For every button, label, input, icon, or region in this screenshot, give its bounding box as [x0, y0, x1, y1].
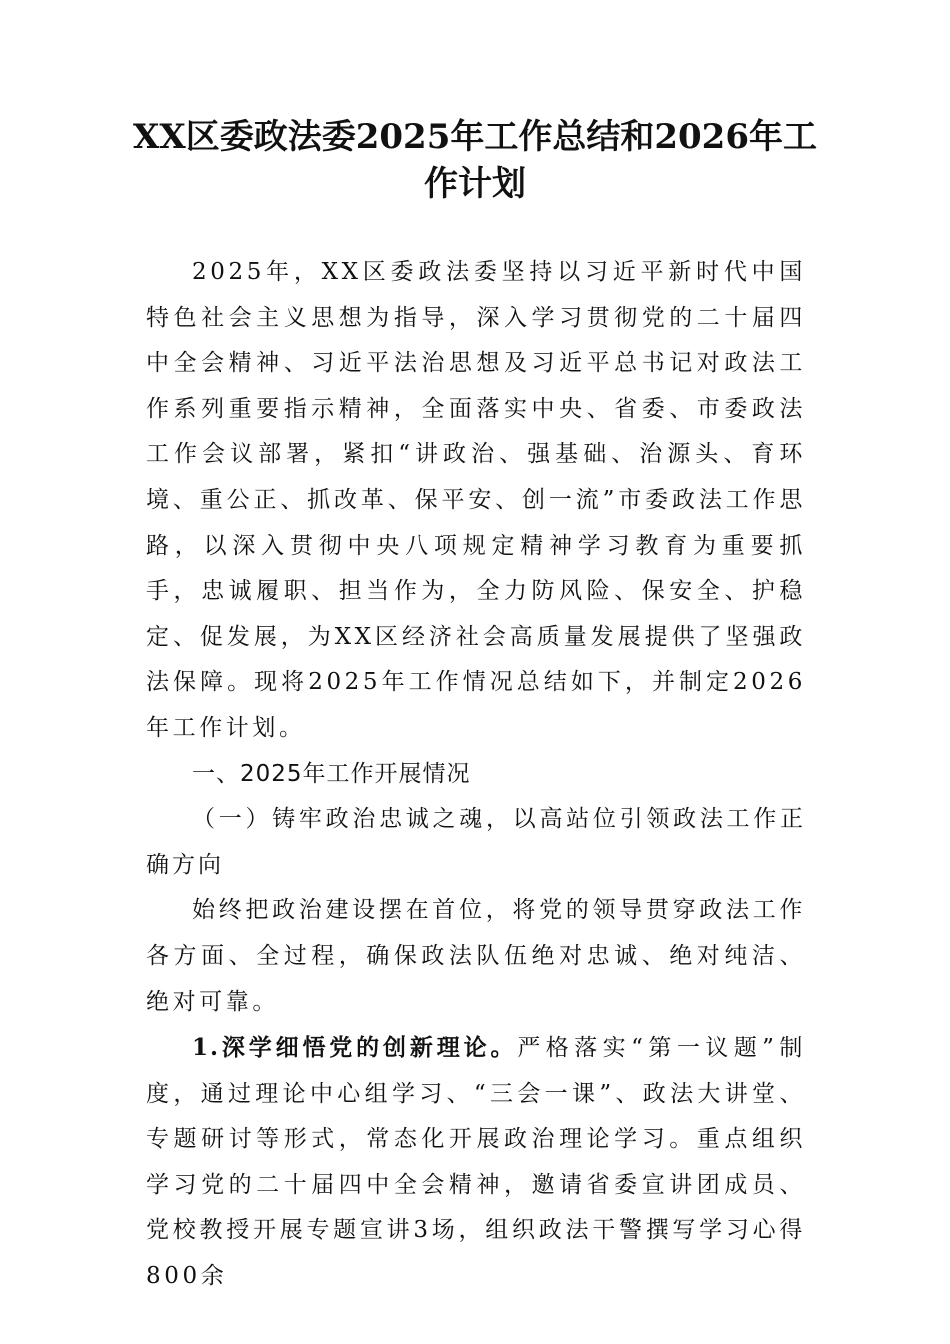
document-title: XX区委政法委2025年工作总结和2026年工作计划	[132, 117, 818, 204]
subsection-paragraph-1: 始终把政治建设摆在首位，将党的领导贯穿政法工作各方面、全过程，确保政法队伍绝对忠诚、绝对纯洁、绝对可靠。	[146, 897, 806, 1015]
item-paragraph-1	[146, 1025, 806, 1300]
subsection-heading-1: （一）铸牢政治忠诚之魂，以高站位引领政法工作正确方向	[146, 806, 806, 878]
item-text-1: 严格落实“第一议题”制度，通过理论中心组学习、“三会一课”、政法大讲堂、专题研讨等形式，常态化开展政治理论学习。重点组织学习党的二十届四中全会精神，邀请省委宣讲团成员、党校教授开展专题宣讲3场，组织政法干警撰写学习心得800余	[146, 1035, 807, 1290]
document-body	[146, 250, 806, 1300]
item-lead-1: 1.深学细悟党的创新理论。	[192, 1034, 518, 1062]
section-heading-1: 一、2025年工作开展情况	[192, 760, 471, 787]
intro-paragraph: 2025年，XX区委政法委坚持以习近平新时代中国特色社会主义思想为指导，深入学习贯彻党的二十届四中全会精神、习近平法治思想及习近平总书记对政法工作系列重要指示精神，全面落实中央、省委、市委政法工作会议部署，紧扣“讲政治、强基础、治源头、育环境、重公正、抓改革、保平安、创一流”市委政法工作思路，以深入贯彻中央八项规定精神学习教育为重要抓手，忠诚履职、担当作为，全力防风险、保安全、护稳定、促发展，为XX区经济社会高质量发展提供了坚强政法保障。现将2025年工作情况总结如下，并制定2026年工作计划。	[146, 259, 806, 741]
